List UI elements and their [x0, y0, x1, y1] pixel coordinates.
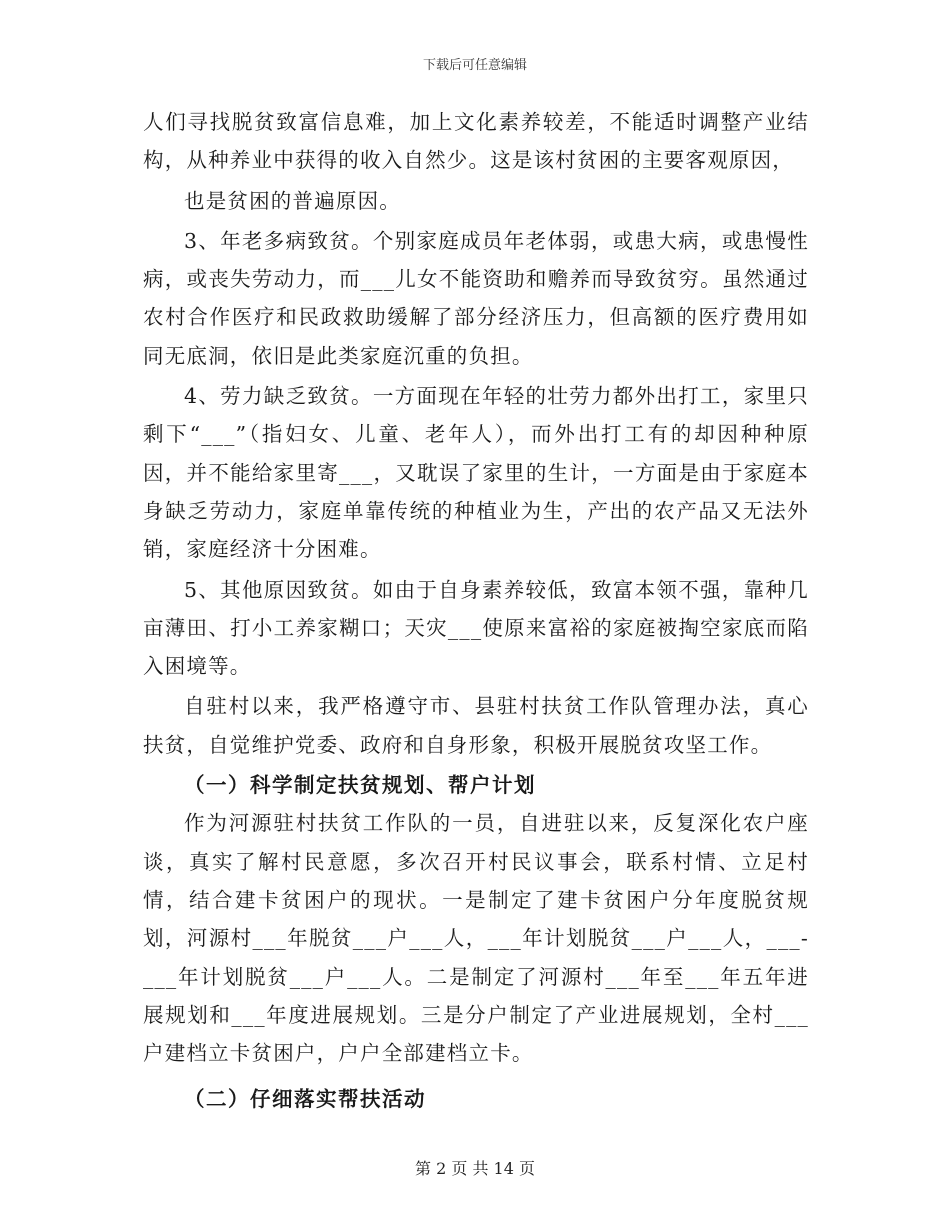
paragraph-work-summary: 自驻村以来，我严格遵守市、县驻村扶贫工作队管理办法，真心扶贫，自觉维护党委、政府和自身形象，积极开展脱贫攻坚工作。 — [143, 694, 809, 757]
document-body — [143, 103, 809, 1119]
section-heading-1: （一）科学制定扶贫规划、帮户计划 — [184, 773, 536, 798]
paragraph-continuation-tail: 也是贫困的普遍原因。 — [184, 188, 401, 213]
paragraph-continuation: 人们寻找脱贫致富信息难，加上文化素养较差，不能适时调整产业结构，从种养业中获得的收入自然少。这是该村贫困的主要客观原因， — [143, 110, 809, 173]
page-header: 下载后可任意编辑 — [422, 58, 527, 73]
paragraph-item-5: 5、其他原因致贫。如由于自身素养较低，致富本领不强，靠种几亩薄田、打小工养家糊口；天灾___使原来富裕的家庭被掏空家底而陷入困境等。 — [143, 577, 809, 679]
paragraph-item-3: 3、年老多病致贫。个别家庭成员年老体弱，或患大病，或患慢性病，或丧失劳动力，而___儿女不能资助和赡养而导致贫穷。虽然通过农村合作医疗和民政救助缓解了部分经济压力，但高额的医疗费用如同无底洞，依旧是此类家庭沉重的负担。 — [143, 228, 809, 368]
paragraph-planning: 作为河源驻村扶贫工作队的一员，自进驻以来，反复深化农户座谈，真实了解村民意愿，多次召开村民议事会，联系村情、立足村情，结合建卡贫困户的现状。一是制定了建卡贫困户分年度脱贫规划，河源村___年脱贫___户___人，___年计划脱贫___户___人，___-___年计划脱贫___户___人。二是制定了河源村___年至___年五年进展规划和___年度进展规划。三是分户制定了产业进展规划，全村___户建档立卡贫困户，户户全部建档立卡。 — [143, 811, 809, 1066]
section-heading-2: （二）仔细落实帮扶活动 — [184, 1087, 426, 1112]
page-footer: 第 2 页 共 14 页 — [415, 1159, 535, 1178]
paragraph-item-4: 4、劳力缺乏致贫。一方面现在年轻的壮劳力都外出打工，家里只剩下“___”（指妇女、儿童、老年人），而外出打工有的却因种种原因，并不能给家里寄___，又耽误了家里的生计，一方面是由于家庭本身缺乏劳动力，家庭单靠传统的种植业为生，产出的农产品又无法外销，家庭经济十分困难。 — [143, 384, 809, 562]
